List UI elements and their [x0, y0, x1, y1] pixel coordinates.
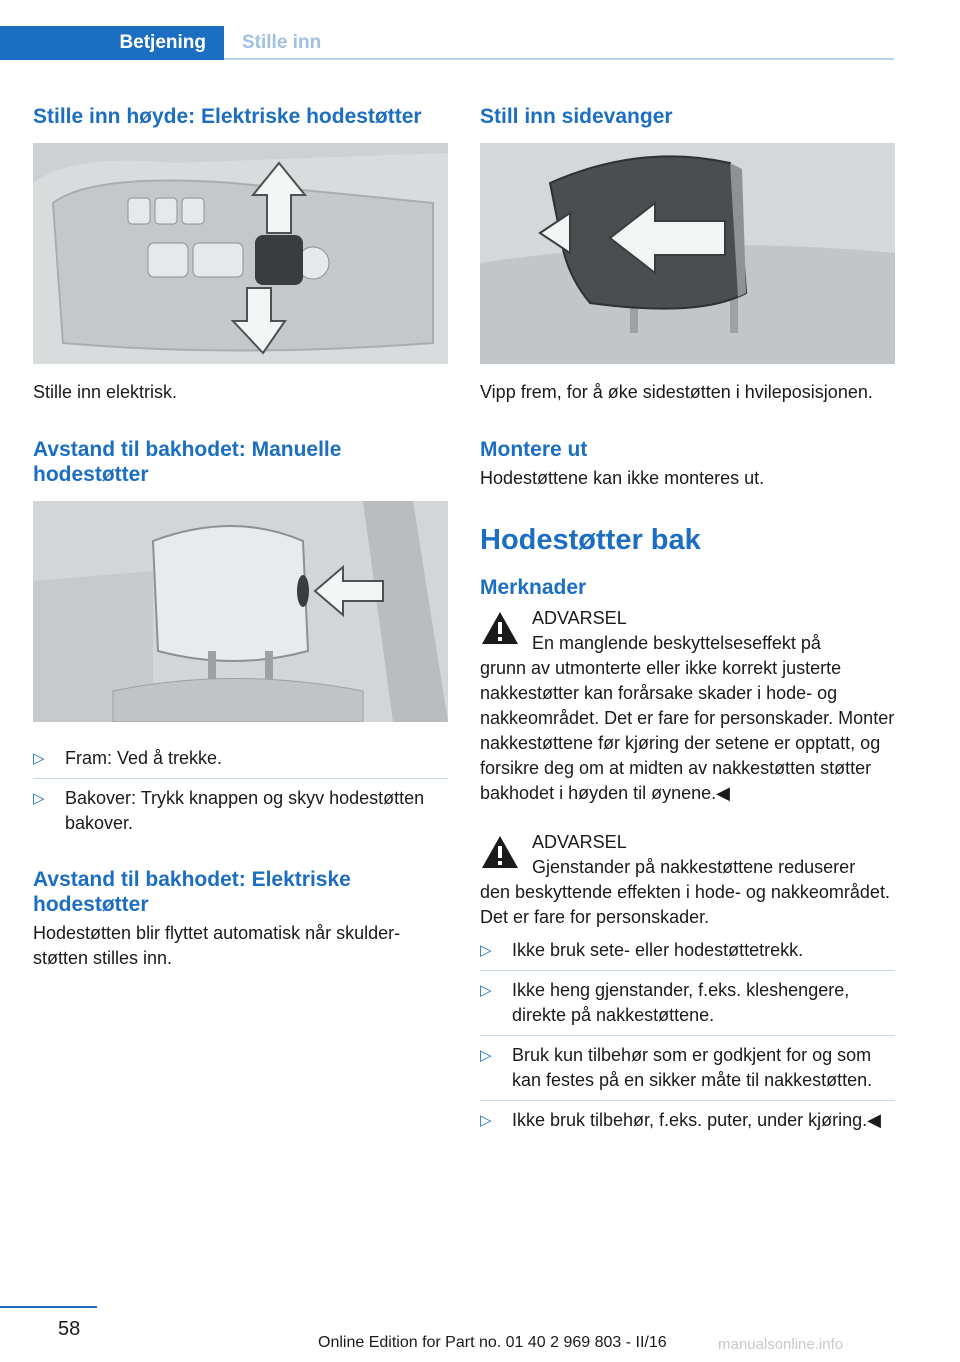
page-number: 58: [58, 1318, 81, 1340]
edition-text: Online Edition for Part no. 01 40 2 969 803 - II/16: [318, 1334, 667, 1351]
warning-text-first: Gjenstander på nakkestøttene reduserer: [532, 857, 856, 877]
bullet-triangle-icon: ▷: [480, 982, 492, 999]
list-item-text: Fram: Ved å trekke.: [65, 748, 223, 768]
figure-manual-headrest: [33, 501, 448, 722]
warning-text: [480, 631, 895, 806]
list-item-text: Ikke bruk tilbehør, f.eks. puter, under kjøring.◀: [512, 1110, 881, 1130]
figure-side-wings: [480, 143, 895, 364]
bullet-triangle-icon: ▷: [480, 1112, 492, 1129]
list-item-text: Bruk kun tilbehør som er godkjent for og som kan festes på en sikker måte til nakkestøtten.: [512, 1045, 873, 1090]
bullet-triangle-icon: ▷: [33, 790, 45, 807]
list-manual-steps: [33, 746, 448, 843]
heading-electric-distance: Avstand til bakhodet: Elektriske hodestøtter: [33, 868, 351, 916]
caption-side-wings: Vipp frem, for å øke sidestøtten i hvileposisjonen.: [480, 382, 873, 402]
header-tabbar: [0, 26, 894, 60]
warning-text-rest: grunn av utmonterte eller ikke korrekt justerte nakkestøtter kan forårsake skader i hode- og nakkeområdet. Det er fare for personskader. Monter nakkestøttene før kjøring der setene er opptatt, og forsikre deg om at midten av nakkestøtten støtter bakhodet i høyden til øynene.◀: [480, 658, 895, 803]
tab-betjening-label: Betjening: [119, 32, 206, 53]
tab-stille-inn-label: Stille inn: [242, 32, 322, 53]
list-item: [480, 1108, 895, 1140]
heading-side-wings: Still inn sidevanger: [480, 105, 673, 128]
heading-electric-height: Stille inn høyde: Elektriske hodestøtter: [33, 105, 422, 128]
list-item: [480, 978, 895, 1036]
tab-stille-inn[interactable]: [224, 26, 321, 60]
heading-manual-distance: Avstand til bakhodet: Manuelle hodestøtter: [33, 438, 342, 486]
bullet-triangle-icon: ▷: [480, 942, 492, 959]
warning-text-first: En manglende beskyttelseseffekt på: [532, 633, 821, 653]
footer-rule: [0, 1306, 97, 1308]
warning-title: ADVARSEL: [532, 608, 627, 628]
list-item-text: Ikke bruk sete- eller hodestøttetrekk.: [512, 940, 804, 960]
warning-triangle-icon: [480, 610, 520, 646]
right-column: [480, 104, 895, 1140]
list-item: [480, 938, 895, 971]
paragraph-electric-distance: Hodestøtten blir flyttet automatisk når skulderstøtten stilles inn.: [33, 923, 401, 968]
heading-remove: Montere ut: [480, 438, 588, 461]
caption-electric: Stille inn elektrisk.: [33, 382, 178, 402]
list-item-text: Ikke heng gjenstander, f.eks. kleshengere, direkte på nakkestøttene.: [512, 980, 850, 1025]
heading-notes: Merknader: [480, 576, 587, 599]
watermark: manualsonline.info: [718, 1336, 844, 1353]
warning-triangle-icon: [480, 834, 520, 870]
left-column: [33, 104, 448, 971]
warning-title: ADVARSEL: [532, 832, 627, 852]
warning-text-rest: den beskyttende effekten i hode- og nakkeområdet. Det er fare for personskader.: [480, 882, 890, 927]
figure-seat-controls: [33, 143, 448, 364]
warning-block-2: [480, 830, 895, 930]
bullet-triangle-icon: ▷: [480, 1047, 492, 1064]
heading-rear-headrests: Hodestøtter bak: [480, 524, 701, 556]
list-item: [33, 746, 448, 779]
list-item: [480, 1043, 895, 1101]
list-item: [33, 786, 448, 843]
warning-block-1: [480, 606, 895, 806]
tab-divider: [224, 58, 894, 60]
list-item-text: Bakover: Trykk knappen og skyv hodestøtten bakover.: [65, 788, 425, 833]
tab-betjening[interactable]: [0, 26, 224, 60]
paragraph-remove: Hodestøttene kan ikke monteres ut.: [480, 468, 765, 488]
bullet-triangle-icon: ▷: [33, 750, 45, 767]
warning-text: [480, 855, 895, 930]
list-warnings: [480, 938, 895, 1140]
